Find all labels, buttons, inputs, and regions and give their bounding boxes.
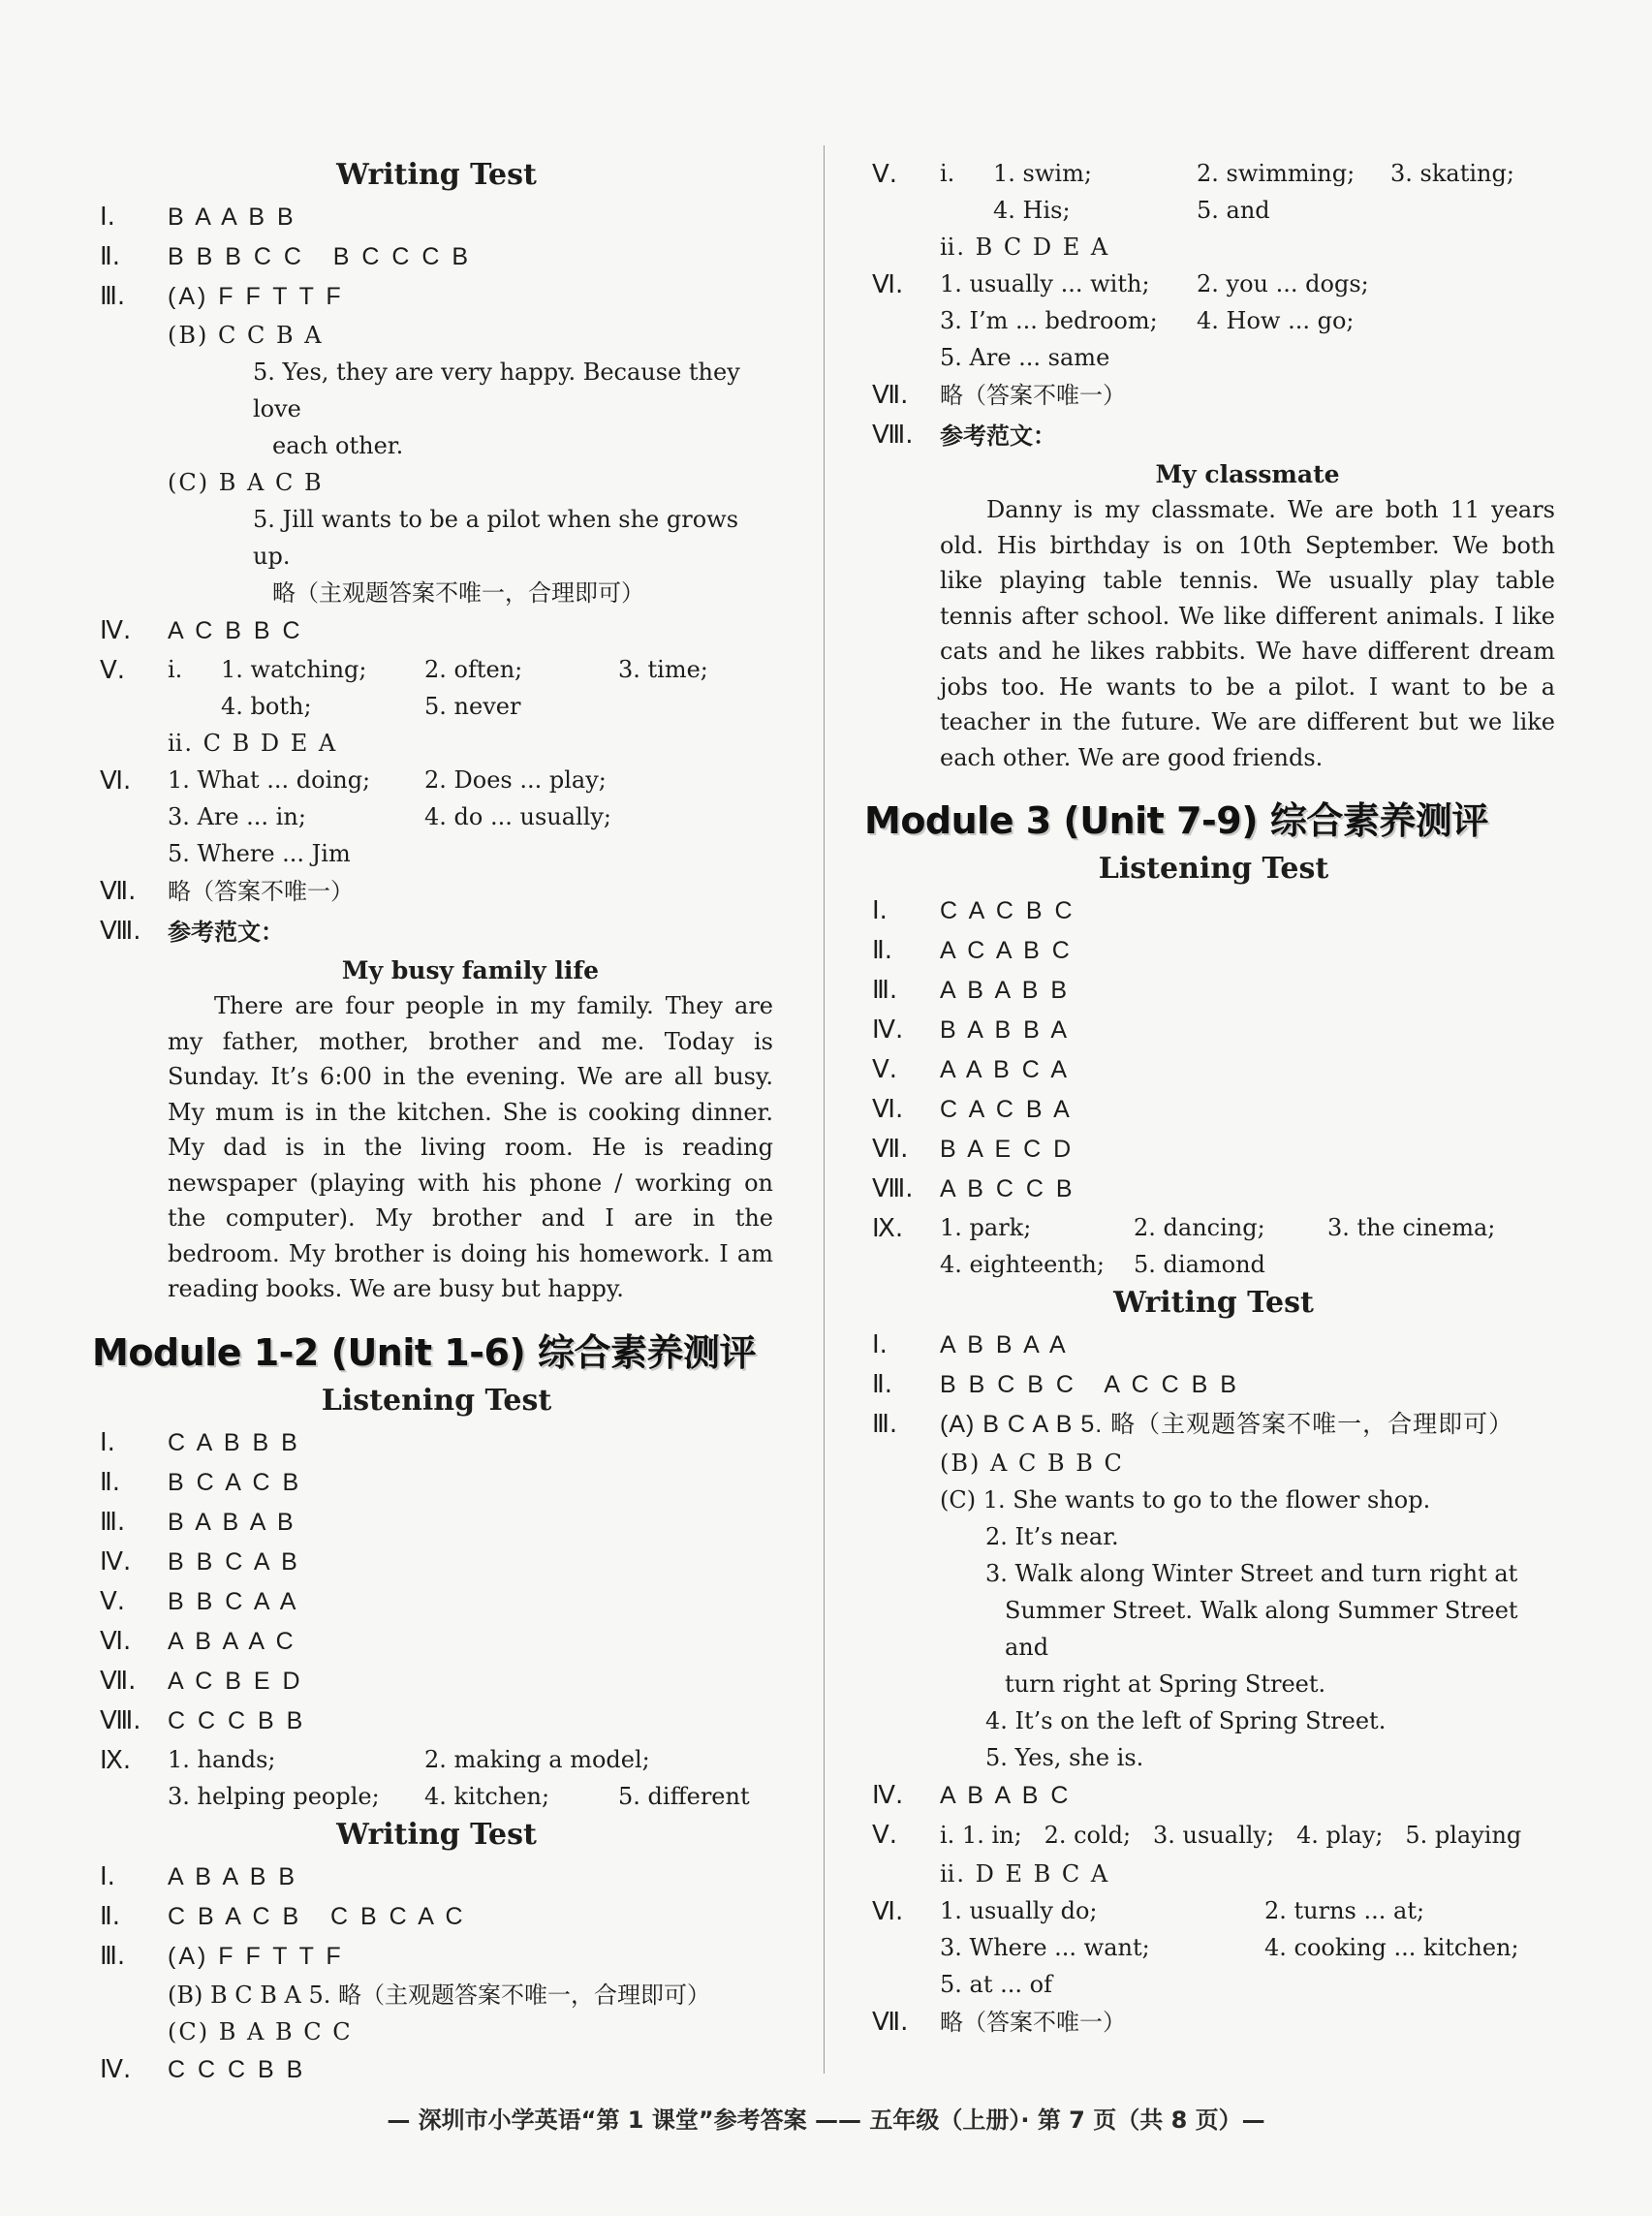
answer-row: Ⅷ. A B C C B — [872, 1174, 1075, 1203]
answer-row: Ⅱ. B B B C C B C C C B — [100, 242, 472, 271]
answer-sub: (B) B C B A 5. 略（主观题答案不唯一，合理即可） — [168, 1981, 711, 2009]
answer-row: Ⅳ. B B C A B — [100, 1546, 300, 1576]
answer-row: Ⅴ. ⅰ. 1. in; 2. cold; 3. usually; 4. play; 5. playing — [872, 1821, 1522, 1850]
answer-sub: 略（主观题答案不唯一，合理即可） — [272, 579, 644, 607]
answer-row: Ⅲ. (A) B C A B 5. 略（主观题答案不唯一，合理即可） — [872, 1410, 1514, 1439]
answer-row: Ⅲ. (A) F F T T F — [100, 1941, 344, 1971]
answer-row: Ⅳ. C C C B B — [100, 2054, 306, 2084]
answer-row: Ⅷ. 参考范文： — [872, 421, 1056, 450]
answer-sub: 3. Walk along Winter Street and turn right at — [985, 1560, 1518, 1587]
answer-sub: each other. — [272, 432, 404, 459]
answer-row: Ⅱ. A C A B C — [872, 936, 1073, 965]
answer-row: Ⅲ. A B A B B — [872, 976, 1071, 1005]
answer-row: Ⅰ. B A A B B — [100, 203, 296, 232]
answer-sub: (B) A C B B C — [940, 1450, 1124, 1477]
answer-row: Ⅴ. ⅰ. 1. swim; 2. swimming; 3. skating; 4. His; 5. and ⅱ. B C D E A — [872, 160, 1514, 261]
answer-row: Ⅱ. B C A C B — [100, 1467, 302, 1497]
answer-row: Ⅸ. 1. hands; 2. making a model; 3. helping people; 4. kitchen; 5. different — [100, 1745, 750, 1810]
answer-sub: (C) B A B C C — [168, 2017, 353, 2045]
answer-sub: (C) B A C B — [168, 469, 324, 496]
answer-row: Ⅶ. 略（答案不唯一） — [872, 381, 1126, 410]
answer-row: Ⅲ. B A B A B — [100, 1507, 296, 1537]
page-footer: — 深圳市小学英语“第 1 课堂”参考答案 —— 五年级（上册）· 第 7 页（共 8 页）— — [387, 2107, 1265, 2134]
answer-row: Ⅴ. B B C A A — [100, 1586, 299, 1616]
answer-row: Ⅵ. C A C B A — [872, 1095, 1073, 1124]
answer-sub: 5. Jill wants to be a pilot when she grows up. — [253, 506, 739, 570]
answer-sub: (B) C C B A — [168, 322, 324, 349]
module-banner: Module 3 (Unit 7-9) 综合素养测评 — [864, 799, 1488, 842]
answer-sub: 2. It’s near. — [985, 1523, 1119, 1550]
answer-row: Ⅰ. A B B A A — [872, 1330, 1069, 1359]
answer-sub: 4. It’s on the left of Spring Street. — [985, 1707, 1387, 1734]
essay-text: Danny is my classmate. We are both 11 years old. His birthday is on 10th September. We both like playing table tennis. We usually play table tennis after school. We like different animals. I like cats and he likes rabbits. We have different dream jobs too. He wants to be a pilot. I want to be a teacher in the future. We are different but we like each other. We are good friends. — [940, 496, 1555, 771]
answer-row: Ⅰ. C A B B B — [100, 1427, 300, 1457]
right-column — [864, 155, 1555, 2043]
listening-test-title: Listening Test — [1098, 852, 1329, 886]
left-column — [92, 155, 773, 2090]
writing-test-title: Writing Test — [1113, 1286, 1314, 1320]
answer-row: Ⅶ. B A E C D — [872, 1135, 1075, 1164]
writing-test-title: Writing Test — [336, 1817, 537, 1852]
answer-sub: turn right at Spring Street. — [1005, 1670, 1326, 1698]
answer-row: Ⅶ. 略（答案不唯一） — [872, 2008, 1126, 2037]
answer-row: Ⅶ. A C B E D — [100, 1666, 303, 1696]
answer-row: Ⅷ. C C C B B — [100, 1705, 306, 1735]
answer-row: Ⅵ. 1. usually do; 2. turns ... at; 3. Where ... want; 4. cooking ... kitchen; 5. at ... of — [872, 1897, 1519, 1998]
answer-row: Ⅱ. B B C B C A C C B B — [872, 1370, 1239, 1399]
essay-title: My busy family life — [341, 956, 600, 984]
answer-row: Ⅰ. C A C B C — [872, 896, 1075, 925]
answer-sub: ⅱ. D E B C A — [940, 1860, 1110, 1888]
module-banner: Module 1-2 (Unit 1-6) 综合素养测评 — [92, 1330, 757, 1374]
answer-row: Ⅲ. (A) F F T T F — [100, 282, 344, 311]
answer-row: Ⅶ. 略（答案不唯一） — [100, 877, 354, 906]
column-divider — [824, 145, 825, 2074]
answer-sub: 5. Yes, they are very happy. Because they love — [253, 359, 740, 422]
answer-row: Ⅳ. A B A B C — [872, 1781, 1072, 1810]
answer-row: Ⅳ. A C B B C — [100, 616, 303, 645]
answer-row: Ⅵ. 1. usually ... with; 2. you ... dogs; 3. I’m ... bedroom; 4. How ... go; 5. Are ... same — [872, 270, 1369, 371]
answer-sub: 5. Yes, she is. — [985, 1744, 1144, 1771]
essay-title: My classmate — [1155, 460, 1340, 488]
answer-row: Ⅰ. A B A B B — [100, 1861, 298, 1891]
essay-text: There are four people in my family. They are my father, mother, brother and me. Today is Sunday. It’s 6:00 in the evening. We are all busy. My mum is in the kitchen. She is cooking dinner. My dad is in the living room. He is reading newspaper (playing with his phone / working on the computer). My brother and I are in the bedroom. My brother is doing his homework. I am reading books. We are busy but happy. — [168, 992, 773, 1302]
writing-test-title: Writing Test — [336, 158, 537, 192]
answer-row: Ⅷ. 参考范文： — [100, 917, 284, 946]
answer-sub: Summer Street. Walk along Summer Street and — [1005, 1597, 1518, 1661]
answer-row: Ⅵ. A B A A C — [100, 1626, 296, 1656]
answer-row: Ⅸ. 1. park; 2. dancing; 3. the cinema; 4. eighteenth; 5. diamond — [872, 1214, 1496, 1278]
answer-row: Ⅳ. B A B B A — [872, 1015, 1071, 1045]
answer-row: Ⅴ. A A B C A — [872, 1055, 1071, 1084]
answer-row: Ⅱ. C B A C B C B C A C — [100, 1901, 466, 1931]
listening-test-title: Listening Test — [321, 1383, 552, 1418]
answer-row: Ⅴ. ⅰ. 1. watching; 2. often; 3. time; 4. both; 5. never ⅱ. C B D E A — [100, 656, 708, 757]
answer-row: Ⅵ. 1. What ... doing; 2. Does ... play; 3. Are ... in; 4. do ... usually; 5. Where ... Jim — [100, 766, 612, 867]
answer-sub: (C) 1. She wants to go to the flower shop. — [940, 1486, 1431, 1514]
